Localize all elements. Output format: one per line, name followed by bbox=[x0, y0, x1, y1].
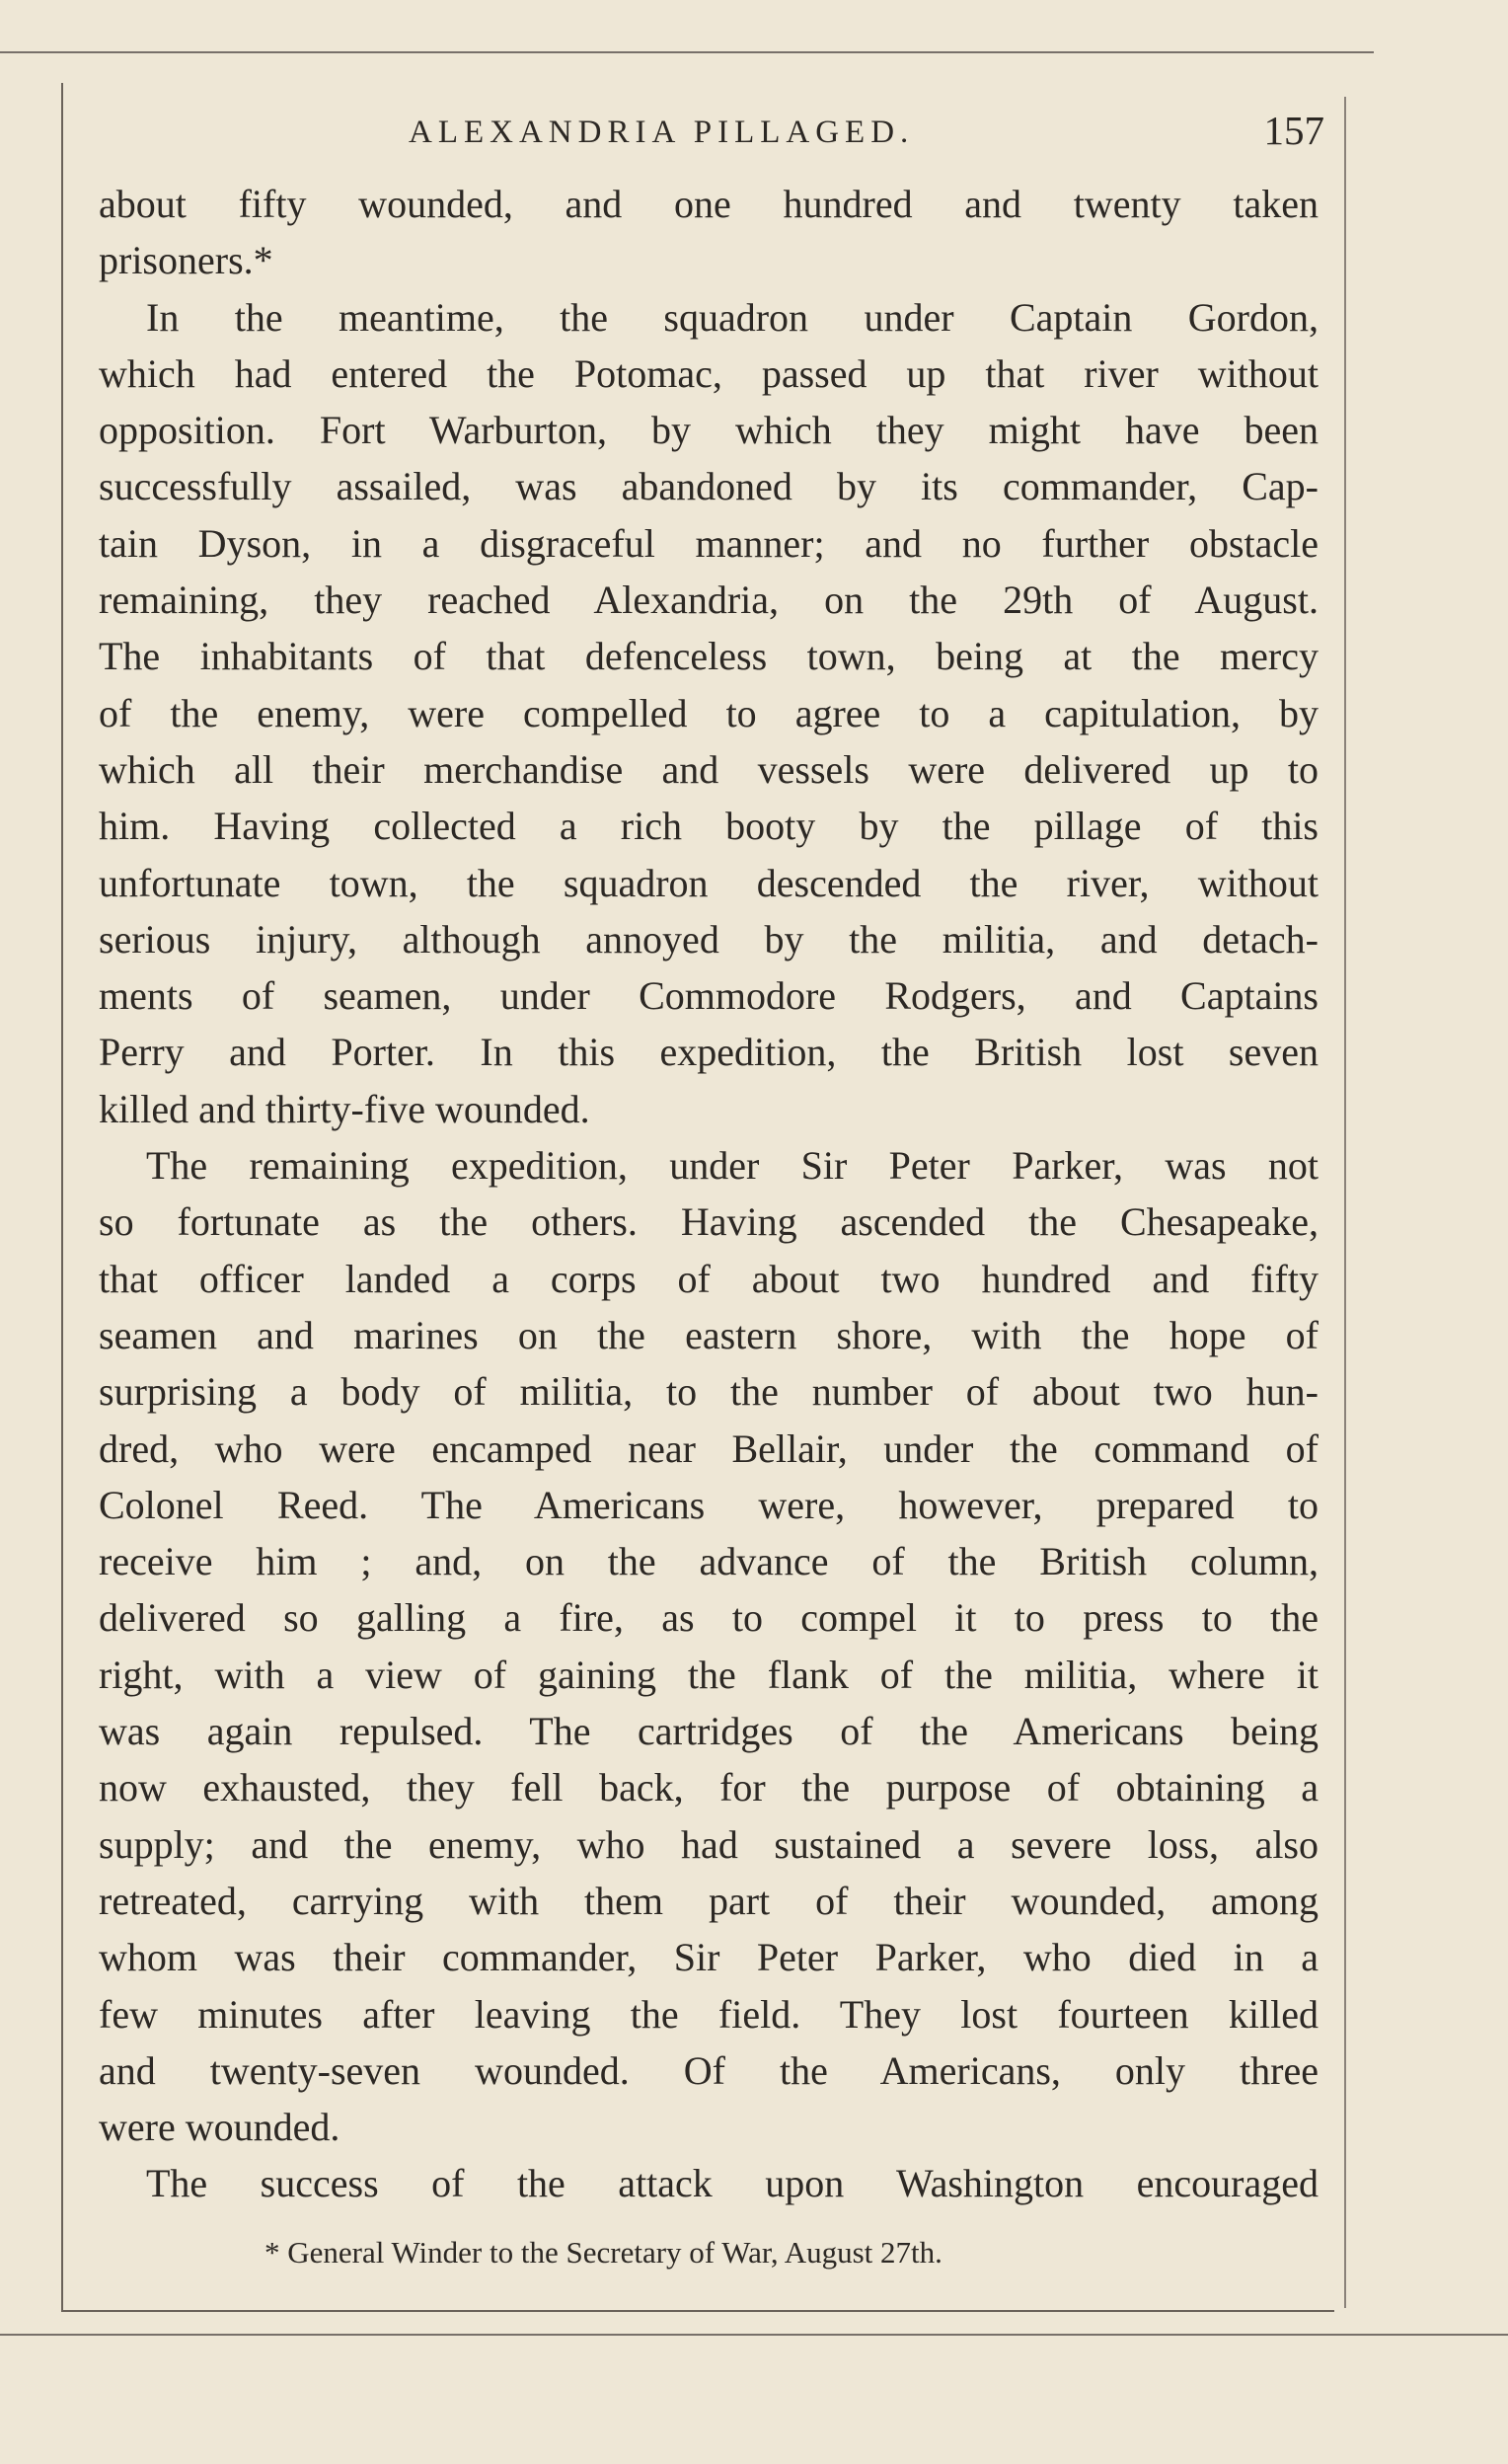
text-line: were wounded. bbox=[99, 2105, 340, 2150]
text-line: that officer landed a corps of about two hundred and fifty bbox=[99, 1256, 1319, 1301]
text-line: and twenty-seven wounded. Of the Americans, only three bbox=[99, 2047, 1319, 2093]
text-line: The inhabitants of that defenceless town, being at the mercy bbox=[99, 634, 1319, 679]
text-line: now exhausted, they fell back, for the purpose of obtaining a bbox=[99, 1765, 1319, 1810]
body-text bbox=[99, 176, 1319, 2212]
text-line: retreated, carrying with them part of their wounded, among bbox=[99, 1878, 1319, 1923]
bottom-rule bbox=[0, 2334, 1508, 2336]
text-line: few minutes after leaving the field. They lost fourteen killed bbox=[99, 1991, 1319, 2037]
text-line: tain Dyson, in a disgraceful manner; and no further obstacle bbox=[99, 520, 1319, 566]
running-head bbox=[91, 107, 1324, 162]
text-line: Perry and Porter. In this expedition, the British lost seven bbox=[99, 1030, 1319, 1075]
text-line: The remaining expedition, under Sir Peter Parker, was not bbox=[146, 1143, 1319, 1189]
text-line: whom was their commander, Sir Peter Parker, who died in a bbox=[99, 1935, 1319, 1980]
text-line: supply; and the enemy, who had sustained a severe loss, also bbox=[99, 1821, 1319, 1867]
text-line: right, with a view of gaining the flank of the militia, where it bbox=[99, 1652, 1319, 1697]
text-line: him. Having collected a rich booty by the pillage of this bbox=[99, 804, 1319, 849]
text-line: of the enemy, were compelled to agree to a capitulation, by bbox=[99, 690, 1319, 735]
text-line: prisoners.* bbox=[99, 238, 273, 283]
text-line: receive him ; and, on the advance of the British column, bbox=[99, 1539, 1319, 1584]
text-line: so fortunate as the others. Having ascended the Chesapeake, bbox=[99, 1199, 1319, 1245]
text-line: successfully assailed, was abandoned by its commander, Cap- bbox=[99, 464, 1319, 509]
text-line: seamen and marines on the eastern shore, with the hope of bbox=[99, 1312, 1319, 1357]
text-line: ments of seamen, under Commodore Rodgers, and Captains bbox=[99, 973, 1319, 1019]
text-line: about fifty wounded, and one hundred and twenty taken bbox=[99, 182, 1319, 226]
text-line: The success of the attack upon Washington encouraged bbox=[146, 2161, 1319, 2206]
text-line: serious injury, although annoyed by the militia, and detach- bbox=[99, 916, 1319, 962]
text-line: delivered so galling a fire, as to compel it to press to the bbox=[99, 1595, 1319, 1641]
text-line: dred, who were encamped near Bellair, under the command of bbox=[99, 1425, 1319, 1471]
page-number: 157 bbox=[1263, 108, 1324, 153]
text-line: which had entered the Potomac, passed up that river without bbox=[99, 350, 1319, 396]
top-rule bbox=[0, 51, 1374, 53]
text-line: which all their merchandise and vessels were delivered up to bbox=[99, 746, 1319, 792]
text-line: was again repulsed. The cartridges of the Americans being bbox=[99, 1709, 1319, 1754]
right-rule bbox=[1344, 97, 1346, 2308]
text-line: Colonel Reed. The Americans were, however, prepared to bbox=[99, 1482, 1319, 1527]
page-title: ALEXANDRIA PILLAGED. bbox=[409, 115, 915, 150]
text-line: remaining, they reached Alexandria, on the 29th of August. bbox=[99, 578, 1319, 623]
text-line: opposition. Fort Warburton, by which they might have been bbox=[99, 408, 1319, 453]
text-line: unfortunate town, the squadron descended the river, without bbox=[99, 860, 1319, 905]
text-line: killed and thirty-five wounded. bbox=[99, 1086, 590, 1131]
footnote: * General Winder to the Secretary of War, August 27th. bbox=[264, 2235, 942, 2270]
text-line: surprising a body of militia, to the number of about two hun- bbox=[99, 1369, 1319, 1415]
text-line: In the meantime, the squadron under Captain Gordon, bbox=[146, 294, 1319, 340]
